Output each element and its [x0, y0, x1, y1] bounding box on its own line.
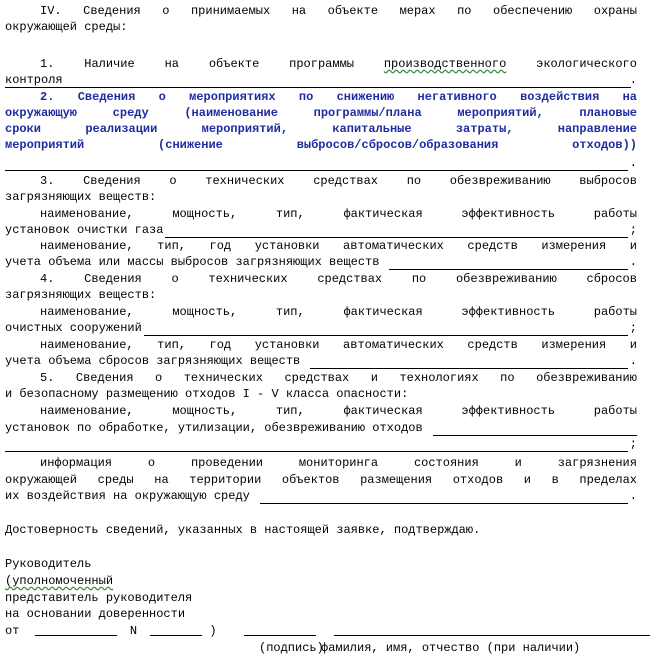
word: реализации: [85, 122, 158, 136]
word: капитальные: [332, 122, 412, 136]
word: производственного: [383, 57, 507, 71]
word: и: [629, 338, 637, 352]
word: работы: [593, 207, 637, 221]
word: загрязнения: [557, 456, 637, 470]
word: мероприятий,: [201, 122, 289, 136]
field-label: установок очистки газа: [5, 223, 164, 237]
item5-line-6: [5, 455, 637, 471]
word: средствах: [313, 174, 378, 188]
signature-field[interactable]: [244, 623, 316, 636]
word: технических: [183, 371, 263, 385]
word: и: [370, 371, 378, 385]
word: на: [164, 57, 179, 71]
word: тип,: [275, 305, 305, 319]
word: на: [291, 4, 307, 18]
punctuation: .: [629, 489, 637, 503]
word: Сведения: [83, 174, 141, 188]
word: фактическая: [343, 207, 423, 221]
word: 5.: [40, 371, 55, 385]
word: и: [629, 239, 637, 253]
item3-line-1: [5, 173, 637, 189]
word: и: [514, 456, 522, 470]
word: тип,: [275, 207, 305, 221]
item5-line-2: и безопасному размещению отходов I - V класса опасности:: [5, 387, 409, 401]
item1-line-2: [5, 72, 637, 88]
word: экологического: [536, 57, 637, 71]
word: работы: [593, 404, 637, 418]
item3-line-6: [5, 254, 637, 270]
word: о: [162, 4, 170, 18]
word: наименование,: [40, 207, 134, 221]
word: о: [169, 174, 177, 188]
word: обезвреживанию: [536, 371, 637, 385]
word: технических: [205, 174, 285, 188]
word: о: [158, 90, 166, 104]
word: автоматических: [343, 239, 444, 253]
word: установки: [254, 338, 320, 352]
field-label: учета объема сбросов загрязняющих веществ: [5, 354, 301, 368]
word: эффективность: [461, 207, 556, 221]
item3-line-4: [5, 222, 637, 238]
word: эффективность: [461, 305, 556, 319]
word: обеспечению: [493, 4, 573, 18]
word: N: [129, 624, 138, 638]
punctuation: .: [629, 255, 637, 269]
field-label: их воздействия на окружающую среду: [5, 489, 250, 503]
mitigation-measures-field[interactable]: [5, 158, 628, 171]
word: сбросов: [586, 272, 637, 286]
signatory-title: Руководитель: [5, 557, 92, 571]
waste-monitoring-field[interactable]: [260, 491, 628, 504]
word: выбросов: [579, 174, 637, 188]
item2-line-2: [5, 105, 637, 121]
word: Наличие: [84, 57, 135, 71]
word: мероприятиях: [189, 90, 276, 104]
word: эффективность: [461, 404, 556, 418]
item4-line-3: [5, 304, 637, 320]
word: охраны: [593, 4, 637, 18]
word: тип,: [157, 239, 186, 253]
word: обезвреживанию: [455, 272, 557, 286]
item4-line-6: [5, 353, 637, 369]
word: сроки: [5, 122, 42, 136]
word: негативного: [417, 90, 497, 104]
word: мощность,: [172, 207, 238, 221]
word: установки: [254, 239, 320, 253]
confirmation-statement: Достоверность сведений, указанных в настоящей заявке, подтверждаю.: [5, 523, 481, 537]
emission-metering-field[interactable]: [389, 257, 627, 270]
punctuation: .: [629, 156, 637, 170]
full-name-caption: фамилия, имя, отчество (при наличии): [321, 641, 581, 655]
word: мощность,: [172, 404, 238, 418]
word: средств: [467, 239, 518, 253]
word: и: [523, 473, 531, 487]
punctuation: .: [629, 354, 637, 368]
word: по: [298, 90, 314, 104]
word: среду: [112, 106, 149, 120]
word: по: [406, 174, 422, 188]
gas-cleaning-units-field[interactable]: [165, 225, 627, 238]
word: окружающей: [5, 473, 78, 487]
word: наименование,: [40, 404, 134, 418]
poa-number-field[interactable]: [150, 623, 202, 636]
word: по: [457, 4, 472, 18]
item2-fill-line: [5, 155, 637, 171]
item5-line-7: [5, 472, 637, 488]
word: средствах: [317, 272, 383, 286]
word: измерения: [541, 239, 607, 253]
word: проведении: [190, 456, 263, 470]
word: принимаемых: [190, 4, 271, 18]
item2-line-4: [5, 137, 637, 153]
word: затраты,: [455, 122, 514, 136]
word: (уполномоченный: [5, 574, 114, 588]
word: среды: [97, 473, 134, 487]
treatment-facilities-field[interactable]: [144, 323, 628, 336]
word: о: [171, 272, 179, 286]
word: программы: [289, 57, 354, 71]
word: год: [209, 338, 232, 352]
item5-line-8: [5, 488, 637, 504]
word: информация: [40, 456, 113, 470]
word: выбросов/сбросов/образования: [296, 138, 499, 152]
word: от: [5, 624, 20, 638]
word: фактическая: [343, 305, 423, 319]
signatory-title-4: на основании доверенности: [5, 607, 186, 621]
item4-line-5: [5, 337, 637, 353]
word: объектов: [281, 473, 340, 487]
section-heading-line-1: [5, 3, 637, 19]
word: отходов: [452, 473, 504, 487]
item5-line-3: [5, 403, 637, 419]
item2-line-1: [5, 89, 637, 105]
item3-line-2: загрязняющих веществ:: [5, 190, 157, 204]
item3-line-3: [5, 206, 637, 222]
poa-date-field[interactable]: [35, 623, 117, 636]
word: наименование,: [40, 239, 134, 253]
word: отходов)): [572, 138, 637, 152]
word: средствах: [284, 371, 350, 385]
word: 4.: [40, 272, 55, 286]
waste-processing-units-field-cont[interactable]: [5, 439, 628, 452]
word: 1.: [40, 57, 55, 71]
word: снижению: [336, 90, 395, 104]
signature-captions: [5, 640, 637, 656]
item2-line-3: [5, 121, 637, 137]
word: плановые: [579, 106, 637, 120]
item5-line-1: [5, 370, 637, 386]
word: объекте: [208, 57, 260, 71]
word: наименование,: [40, 305, 134, 319]
word: воздействия: [520, 90, 600, 104]
word: мониторинга: [298, 456, 379, 470]
punctuation: ): [209, 624, 217, 638]
word: 3.: [40, 174, 55, 188]
punctuation: .: [629, 73, 637, 87]
word: технических: [208, 272, 288, 286]
word: о: [155, 371, 163, 385]
item4-line-1: [5, 271, 637, 287]
word: 2.: [40, 90, 55, 104]
word: пределах: [579, 473, 637, 487]
word: размещения: [360, 473, 433, 487]
word: год: [209, 239, 232, 253]
field-label: установок по обработке, утилизации, обезвреживанию отходов: [5, 421, 423, 435]
field-label: очистных сооружений: [5, 321, 142, 335]
waste-processing-units-field[interactable]: [433, 423, 637, 436]
punctuation: ;: [629, 223, 637, 237]
word: по: [500, 371, 515, 385]
word: тип,: [275, 404, 305, 418]
signatory-title-2: [5, 573, 637, 589]
item3-line-5: [5, 238, 637, 254]
item1-line-1: [5, 56, 637, 72]
word: автоматических: [343, 338, 444, 352]
item5-line-4: [5, 420, 637, 436]
word: о: [147, 456, 156, 470]
discharge-metering-field[interactable]: [310, 356, 628, 369]
power-of-attorney-line: [5, 623, 637, 639]
word: фактическая: [343, 404, 423, 418]
punctuation: ;: [629, 321, 637, 335]
word: состояния: [413, 456, 479, 470]
word: по: [411, 272, 427, 286]
word: мероприятий: [5, 138, 85, 152]
signature-caption: (подпись): [259, 641, 324, 655]
word: мощность,: [172, 305, 238, 319]
word: наименование,: [40, 338, 134, 352]
item4-line-4: [5, 320, 637, 336]
word: программы/плана: [313, 106, 422, 120]
word: Сведения: [84, 272, 142, 286]
word: территории: [189, 473, 262, 487]
word: средств: [467, 338, 518, 352]
item5-line-5: [5, 436, 637, 452]
word: измерения: [541, 338, 607, 352]
word: IV.: [40, 4, 62, 18]
word: на: [154, 473, 169, 487]
word: мерах: [399, 4, 436, 18]
signatory-title-3: представитель руководителя: [5, 591, 193, 605]
word: (наименование: [184, 106, 278, 120]
word: Сведения: [83, 4, 141, 18]
underline: [5, 87, 631, 88]
word: направление: [557, 122, 637, 136]
word: тип,: [157, 338, 186, 352]
item4-line-2: загрязняющих веществ:: [5, 288, 157, 302]
field-label: учета объема или массы выбросов загрязняющих веществ: [5, 255, 380, 269]
punctuation: ;: [629, 437, 637, 451]
word: на: [622, 90, 637, 104]
word: технологиях: [399, 371, 479, 385]
full-name-field[interactable]: [334, 623, 650, 636]
word: мероприятий,: [457, 106, 544, 120]
word: Сведения: [77, 90, 136, 104]
section-heading-line-2: окружающей среды:: [5, 20, 128, 34]
word: Сведения: [75, 371, 134, 385]
word: обезвреживанию: [449, 174, 551, 188]
word: (снижение: [158, 138, 223, 152]
word: объекте: [327, 4, 379, 18]
word: работы: [593, 305, 637, 319]
word: в: [551, 473, 559, 487]
field-label: контроля: [5, 73, 63, 87]
word: окружающую: [5, 106, 78, 120]
